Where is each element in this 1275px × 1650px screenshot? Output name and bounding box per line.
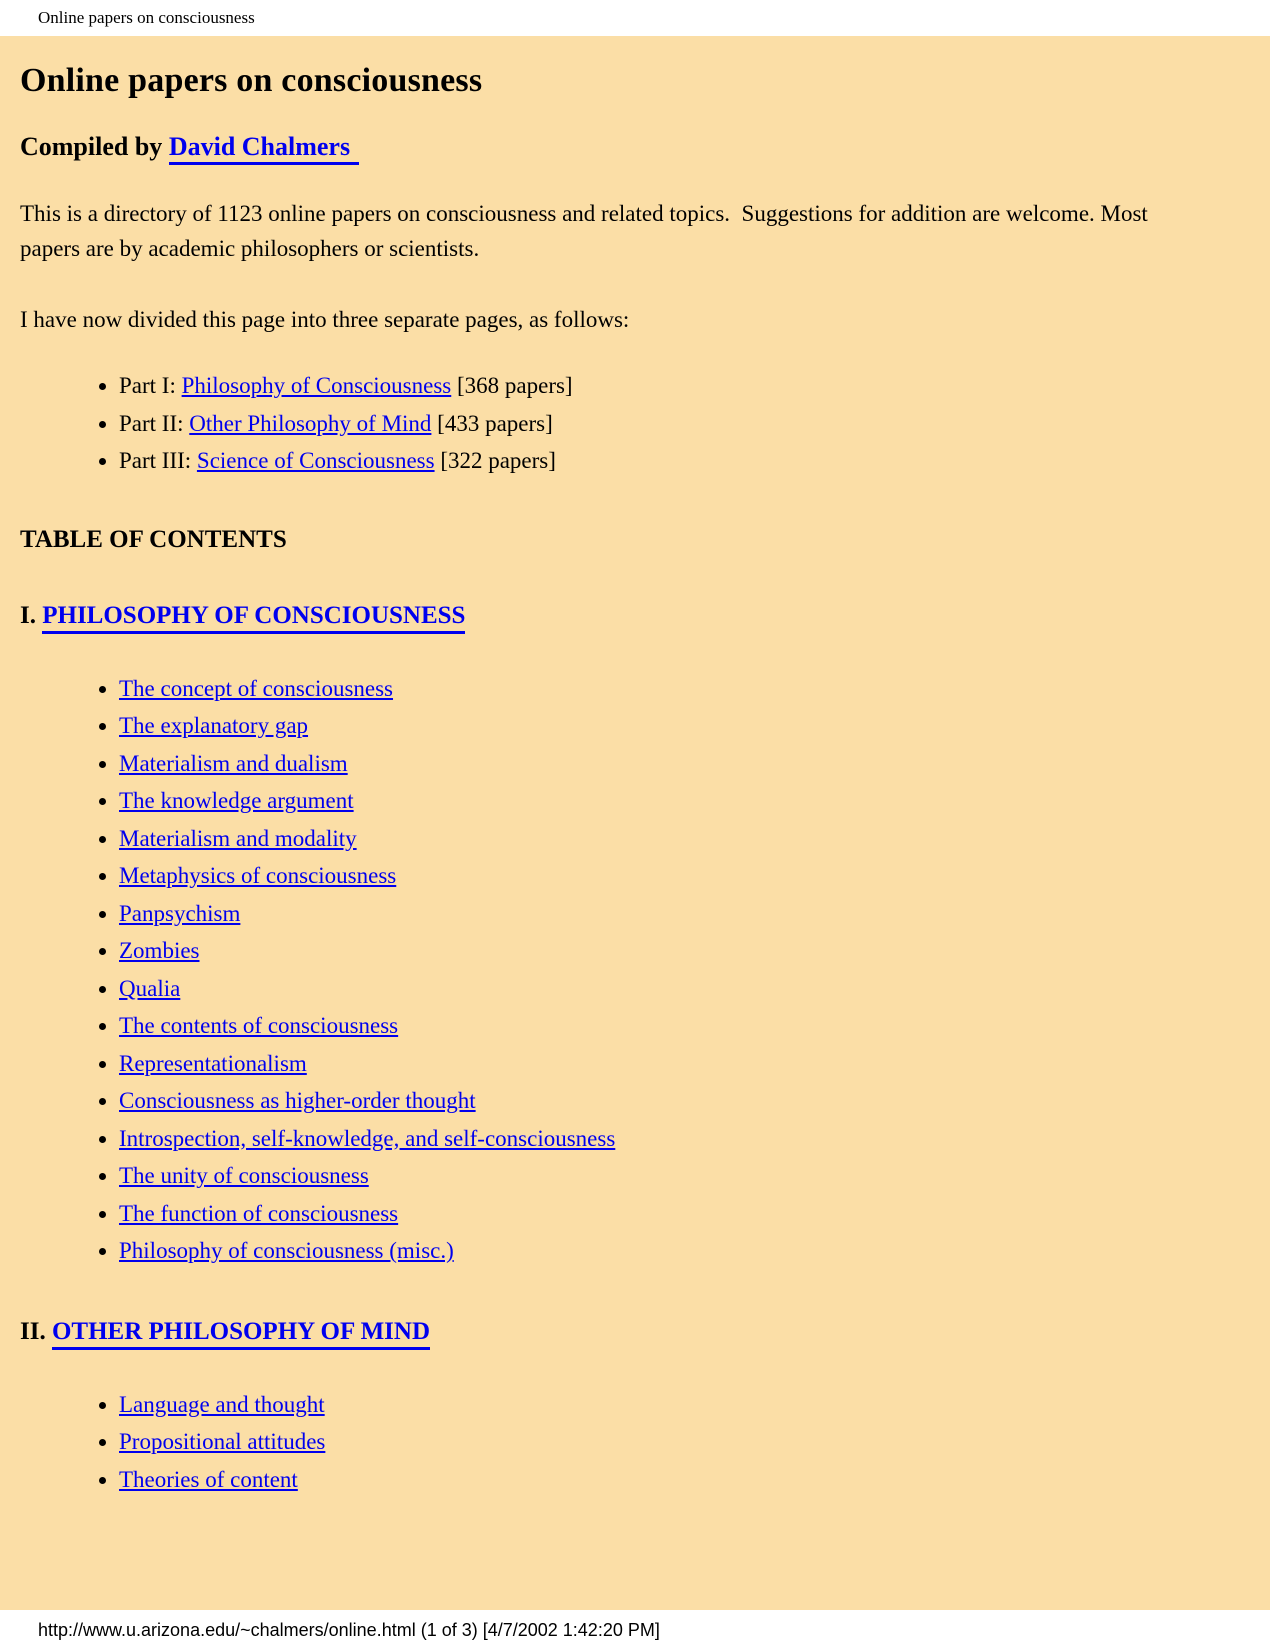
page-body [0,36,1270,1610]
divided-note: I have now divided this page into three separate pages, as follows: [20,307,630,332]
topic-link[interactable]: The knowledge argument [119,788,354,813]
topic-link[interactable]: Panpsychism [119,900,241,926]
topic-link[interactable]: The concept of consciousness [119,675,394,701]
topic-list-item [119,1082,1250,1120]
section-2-numeral: II. [20,1317,52,1345]
topic-list-item [119,970,1250,1008]
part-link[interactable]: Other Philosophy of Mind [189,410,432,436]
toc-heading: TABLE OF CONTENTS [20,525,287,553]
topic-link[interactable]: Language and thought [119,1391,325,1417]
page-title: Online papers on consciousness [20,62,483,99]
topic-link[interactable]: Propositional attitudes [119,1429,326,1454]
section-1-link[interactable]: PHILOSOPHY OF CONSCIOUSNESS [42,602,465,634]
topic-list-item [119,1120,1250,1158]
topic-list-item [119,932,1250,970]
topic-link[interactable]: Materialism and modality [119,825,357,851]
part-label: Part III: [119,448,197,473]
part-paper-count: [433 papers] [431,410,553,436]
topic-list-item [119,707,1250,745]
topic-list-item [119,1461,1250,1499]
topic-link[interactable]: The contents of consciousness [119,1013,399,1038]
topic-list-item [119,670,1250,708]
parts-list [20,367,1250,480]
topic-link[interactable]: Representationalism [119,1050,307,1076]
section-2-heading [20,1318,1250,1346]
section-1-heading [20,602,1250,630]
topic-link[interactable]: Introspection, self-knowledge, and self-consciousness [119,1125,616,1151]
topic-list-item [119,1007,1250,1045]
topic-list-item [119,820,1250,858]
david-chalmers-link[interactable]: David Chalmers [169,132,359,165]
section-1-numeral: I. [20,601,43,629]
topic-list-item [119,857,1250,895]
section-2-topic-list [20,1386,1250,1499]
topic-link[interactable]: Qualia [119,975,181,1001]
part-link[interactable]: Philosophy of Consciousness [181,373,452,398]
topic-list-item [119,1195,1250,1233]
compiled-by-label: Compiled by [20,132,169,161]
topic-link[interactable]: The explanatory gap [119,713,309,738]
part-link[interactable]: Science of Consciousness [196,448,435,473]
compiled-by-line [20,132,1250,162]
topic-link[interactable]: Materialism and dualism [119,750,348,776]
print-header-text: Online papers on consciousness [38,8,255,27]
topic-list-item [119,745,1250,783]
print-footer-text: http://www.u.arizona.edu/~chalmers/online.html (1 of 3) [4/7/2002 1:42:20 PM] [38,1619,660,1640]
topic-list-item [119,1157,1250,1195]
topic-list-item [119,1423,1250,1461]
topic-link[interactable]: Theories of content [119,1466,298,1492]
topic-link[interactable]: Zombies [119,938,200,963]
topic-list-item [119,1045,1250,1083]
topic-list-item [119,782,1250,820]
part-label: Part I: [119,373,182,398]
print-header [0,0,1275,36]
part-label: Part II: [119,410,190,436]
topic-link[interactable]: The function of consciousness [119,1200,399,1226]
part-list-item [119,405,1250,443]
topic-link[interactable]: Consciousness as higher-order thought [119,1088,476,1113]
part-paper-count: [322 papers] [434,448,556,473]
topic-list-item [119,1386,1250,1424]
section-1-topic-list [20,670,1250,1270]
intro-paragraph: This is a directory of 1123 online papers on consciousness and related topics. Suggestions for addition are welcome. Most papers are by academic philosophers or scientists. [20,201,1154,261]
topic-list-item [119,1232,1250,1270]
part-list-item [119,367,1250,405]
topic-link[interactable]: The unity of consciousness [119,1163,369,1188]
part-paper-count: [368 papers] [451,373,573,398]
part-list-item [119,442,1250,480]
topic-link[interactable]: Philosophy of consciousness (misc.) [119,1238,454,1263]
topic-list-item [119,895,1250,933]
print-footer [0,1610,1275,1650]
section-2-link[interactable]: OTHER PHILOSOPHY OF MIND [52,1318,430,1350]
topic-link[interactable]: Metaphysics of consciousness [119,863,397,888]
